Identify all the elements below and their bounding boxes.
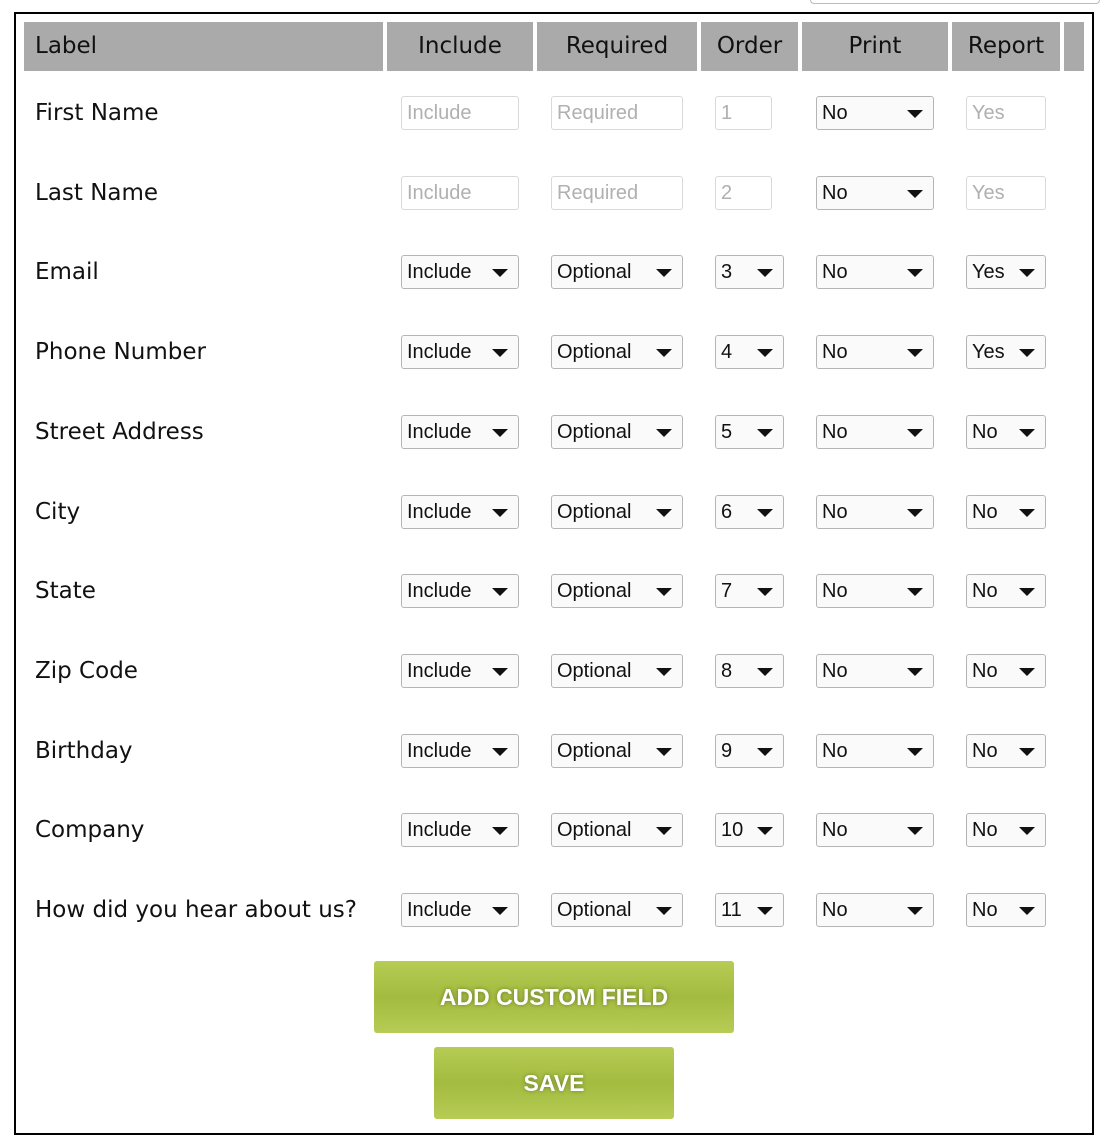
print-value: No <box>822 580 848 603</box>
include-select[interactable] <box>401 734 519 768</box>
print-select[interactable] <box>816 574 934 608</box>
order-select[interactable] <box>715 734 784 768</box>
print-select[interactable] <box>816 176 934 210</box>
include-value: Include <box>407 500 472 523</box>
chevron-down-icon <box>757 588 773 596</box>
report-select[interactable] <box>966 574 1046 608</box>
chevron-down-icon <box>907 269 923 277</box>
order-select[interactable] <box>715 813 784 847</box>
field-label: How did you hear about us? <box>35 897 357 923</box>
include-value: Include <box>407 659 472 682</box>
report-value: No <box>972 500 998 523</box>
chevron-down-icon <box>492 509 508 517</box>
chevron-down-icon <box>1019 668 1035 676</box>
print-value: No <box>822 819 848 842</box>
field-label: First Name <box>35 100 159 126</box>
chevron-down-icon <box>1019 588 1035 596</box>
header-required: Required <box>537 22 697 71</box>
report-value: No <box>972 580 998 603</box>
chevron-down-icon <box>757 907 773 915</box>
required-value: Required <box>557 181 639 204</box>
required-value: Required <box>557 102 639 124</box>
print-select[interactable] <box>816 734 934 768</box>
order-value: 11 <box>721 899 742 921</box>
report-value: No <box>972 899 998 921</box>
field-label: City <box>35 498 81 525</box>
print-select[interactable] <box>816 893 934 927</box>
chevron-down-icon <box>907 907 923 915</box>
chevron-down-icon <box>656 269 672 277</box>
chevron-down-icon <box>907 827 923 835</box>
required-value: Optional <box>557 420 632 443</box>
chevron-down-icon <box>757 827 773 835</box>
chevron-down-icon <box>1019 269 1035 277</box>
order-select[interactable] <box>715 255 784 289</box>
chevron-down-icon <box>656 668 672 676</box>
print-select[interactable] <box>816 96 934 130</box>
chevron-down-icon <box>907 190 923 198</box>
order-value: 6 <box>721 500 733 523</box>
field-label: Street Address <box>35 418 204 445</box>
save-button[interactable]: SAVE <box>434 1047 674 1119</box>
print-value: No <box>822 500 848 523</box>
order-value: 1 <box>721 102 733 124</box>
order-select[interactable] <box>715 654 784 688</box>
order-select[interactable] <box>715 893 784 927</box>
chevron-down-icon <box>757 349 773 357</box>
include-select[interactable] <box>401 654 519 688</box>
include-value: Include <box>407 181 472 204</box>
field-label: Zip Code <box>35 657 138 684</box>
print-select[interactable] <box>816 415 934 449</box>
header-include: Include <box>387 22 533 71</box>
required-input-disabled <box>551 176 683 210</box>
print-value: No <box>822 899 848 921</box>
chevron-down-icon <box>757 748 773 756</box>
required-select[interactable] <box>551 574 683 608</box>
chevron-down-icon <box>492 588 508 596</box>
report-select[interactable] <box>966 893 1046 927</box>
partial-input-top <box>810 0 1100 4</box>
required-value: Optional <box>557 899 632 921</box>
required-select[interactable] <box>551 335 683 369</box>
report-value: No <box>972 659 998 682</box>
chevron-down-icon <box>907 509 923 517</box>
include-value: Include <box>407 420 472 443</box>
include-select[interactable] <box>401 813 519 847</box>
include-select[interactable] <box>401 415 519 449</box>
chevron-down-icon <box>907 349 923 357</box>
required-value: Optional <box>557 580 632 603</box>
order-value: 4 <box>721 341 733 364</box>
report-input-disabled <box>966 96 1046 130</box>
chevron-down-icon <box>1019 429 1035 437</box>
order-input-disabled <box>715 176 772 210</box>
print-value: No <box>822 181 848 204</box>
report-value: No <box>972 739 998 762</box>
include-value: Include <box>407 580 472 603</box>
add-custom-field-button[interactable]: ADD CUSTOM FIELD <box>374 961 734 1033</box>
include-value: Include <box>407 261 472 284</box>
print-select[interactable] <box>816 654 934 688</box>
include-input-disabled <box>401 96 519 130</box>
order-input-disabled <box>715 96 772 130</box>
required-select[interactable] <box>551 654 683 688</box>
chevron-down-icon <box>1019 907 1035 915</box>
include-value: Include <box>407 341 472 364</box>
print-select[interactable] <box>816 255 934 289</box>
required-select[interactable] <box>551 415 683 449</box>
chevron-down-icon <box>656 827 672 835</box>
order-value: 3 <box>721 261 733 284</box>
order-value: 2 <box>721 181 733 204</box>
chevron-down-icon <box>492 269 508 277</box>
report-value: Yes <box>972 181 1005 204</box>
chevron-down-icon <box>907 588 923 596</box>
report-value: Yes <box>972 102 1005 124</box>
chevron-down-icon <box>492 668 508 676</box>
include-select[interactable] <box>401 255 519 289</box>
include-value: Include <box>407 819 472 842</box>
report-select[interactable] <box>966 495 1046 529</box>
report-value: No <box>972 420 998 443</box>
chevron-down-icon <box>907 668 923 676</box>
header-order: Order <box>701 22 798 71</box>
chevron-down-icon <box>1019 748 1035 756</box>
report-select[interactable] <box>966 734 1046 768</box>
field-label: Company <box>35 817 145 844</box>
chevron-down-icon <box>757 509 773 517</box>
report-select[interactable] <box>966 335 1046 369</box>
required-input-disabled <box>551 96 683 130</box>
order-value: 8 <box>721 659 733 682</box>
chevron-down-icon <box>492 349 508 357</box>
order-select[interactable] <box>715 335 784 369</box>
chevron-down-icon <box>656 907 672 915</box>
header-print: Print <box>802 22 948 71</box>
report-select[interactable] <box>966 813 1046 847</box>
print-value: No <box>822 420 848 443</box>
chevron-down-icon <box>492 748 508 756</box>
chevron-down-icon <box>907 748 923 756</box>
chevron-down-icon <box>492 429 508 437</box>
order-select[interactable] <box>715 415 784 449</box>
field-label: Last Name <box>35 179 159 206</box>
report-select[interactable] <box>966 255 1046 289</box>
print-value: No <box>822 659 848 682</box>
include-select[interactable] <box>401 335 519 369</box>
order-value: 7 <box>721 580 733 603</box>
chevron-down-icon <box>492 827 508 835</box>
report-select[interactable] <box>966 654 1046 688</box>
report-value: Yes <box>972 341 1005 364</box>
field-label: Email <box>35 259 99 286</box>
include-select[interactable] <box>401 574 519 608</box>
print-value: No <box>822 341 848 364</box>
include-select[interactable] <box>401 893 519 927</box>
required-value: Optional <box>557 739 632 762</box>
chevron-down-icon <box>656 588 672 596</box>
required-value: Optional <box>557 500 632 523</box>
report-value: No <box>972 819 998 842</box>
chevron-down-icon <box>907 110 923 118</box>
chevron-down-icon <box>757 668 773 676</box>
report-input-disabled <box>966 176 1046 210</box>
required-select[interactable] <box>551 893 683 927</box>
print-value: No <box>822 102 848 124</box>
chevron-down-icon <box>757 269 773 277</box>
chevron-down-icon <box>656 429 672 437</box>
order-select[interactable] <box>715 574 784 608</box>
required-select[interactable] <box>551 813 683 847</box>
chevron-down-icon <box>757 429 773 437</box>
chevron-down-icon <box>492 907 508 915</box>
chevron-down-icon <box>656 349 672 357</box>
field-label: Phone Number <box>35 339 206 366</box>
print-value: No <box>822 739 848 762</box>
chevron-down-icon <box>1019 349 1035 357</box>
order-value: 9 <box>721 739 733 762</box>
include-value: Include <box>407 102 472 124</box>
required-select[interactable] <box>551 495 683 529</box>
order-value: 10 <box>721 819 744 842</box>
print-select[interactable] <box>816 495 934 529</box>
field-label: State <box>35 578 96 605</box>
print-select[interactable] <box>816 813 934 847</box>
print-value: No <box>822 261 848 284</box>
required-value: Optional <box>557 341 632 364</box>
required-value: Optional <box>557 819 632 842</box>
chevron-down-icon <box>907 429 923 437</box>
required-select[interactable] <box>551 734 683 768</box>
order-select[interactable] <box>715 495 784 529</box>
include-value: Include <box>407 899 472 921</box>
required-value: Optional <box>557 261 632 284</box>
include-input-disabled <box>401 176 519 210</box>
chevron-down-icon <box>656 748 672 756</box>
required-value: Optional <box>557 659 632 682</box>
chevron-down-icon <box>1019 509 1035 517</box>
required-select[interactable] <box>551 255 683 289</box>
report-value: Yes <box>972 261 1005 284</box>
chevron-down-icon <box>656 509 672 517</box>
order-value: 5 <box>721 420 733 443</box>
report-select[interactable] <box>966 415 1046 449</box>
field-label: Birthday <box>35 737 133 764</box>
header-report: Report <box>952 22 1060 71</box>
header-label: Label <box>24 22 383 71</box>
print-select[interactable] <box>816 335 934 369</box>
header-extra <box>1064 22 1084 71</box>
chevron-down-icon <box>1019 827 1035 835</box>
include-select[interactable] <box>401 495 519 529</box>
include-value: Include <box>407 739 472 762</box>
